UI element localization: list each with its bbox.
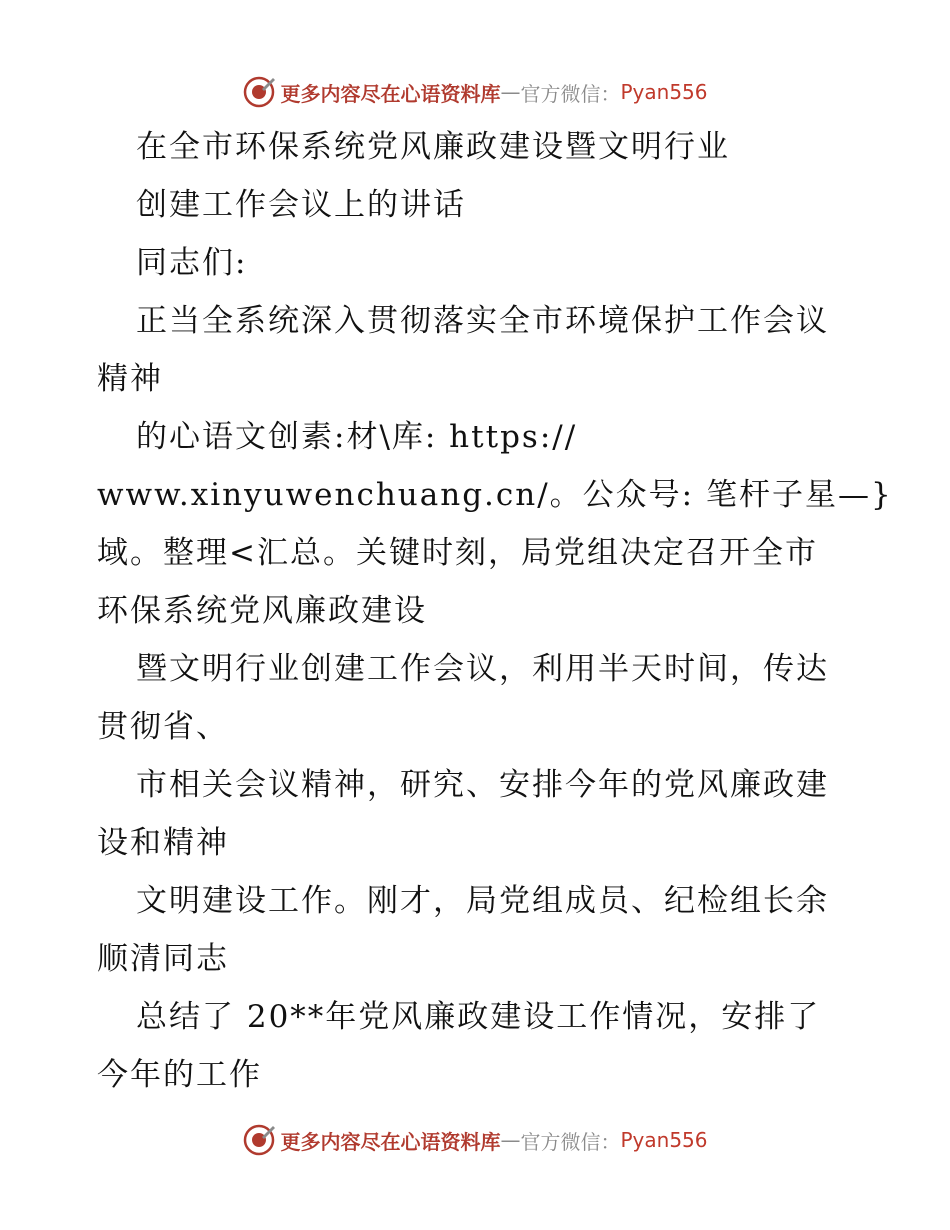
paragraph-line: www.xinyuwenchuang.cn/。公众号: 笔杆子星—} [97,477,893,513]
paragraph-line: 顺清同志 [97,941,229,977]
paragraph-line: 环保系统党风廉政建设 [97,593,427,629]
header-banner [0,72,950,112]
banner-wechat-id: Pyan556 [620,80,708,104]
banner-separator: — [500,1128,521,1152]
document-body [97,118,893,1104]
brush-logo-icon [242,75,276,109]
paragraph-line: 贯彻省、 [97,709,229,745]
banner-slogan: 更多内容尽在心语资料库 [280,81,501,106]
paragraph-line: 市相关会议精神，研究、安排今年的党风廉政建 [136,767,829,803]
banner-slogan: 更多内容尽在心语资料库 [280,1129,501,1154]
paragraph-line: 文明建设工作。刚才，局党组成员、纪检组长余 [136,883,829,919]
brush-logo-icon [242,1123,276,1157]
paragraph-line: 域。整理<汇总。关键时刻，局党组决定召开全市 [97,535,818,571]
banner-wechat-label: 官方微信： [520,81,621,106]
banner-wechat-label: 官方微信： [520,1129,621,1154]
paragraph-line: 暨文明行业创建工作会议，利用半天时间，传达 [136,651,829,687]
paragraph-line: 正当全系统深入贯彻落实全市环境保护工作会议 [136,303,829,339]
paragraph-line: 今年的工作 [97,1057,262,1093]
paragraph-line: 总结了 20**年党风廉政建设工作情况，安排了 [136,999,821,1035]
banner-wechat-id: Pyan556 [620,1128,708,1152]
title-line-2: 创建工作会议上的讲话 [136,187,466,223]
salutation: 同志们: [136,245,248,281]
paragraph-line: 设和精神 [97,825,229,861]
banner-separator: — [500,80,521,104]
paragraph-line: 的心语文创素:材\库: https:// [136,419,578,455]
paragraph-line: 精神 [97,361,163,397]
title-line-1: 在全市环保系统党风廉政建设暨文明行业 [136,129,730,165]
footer-banner [0,1120,950,1160]
